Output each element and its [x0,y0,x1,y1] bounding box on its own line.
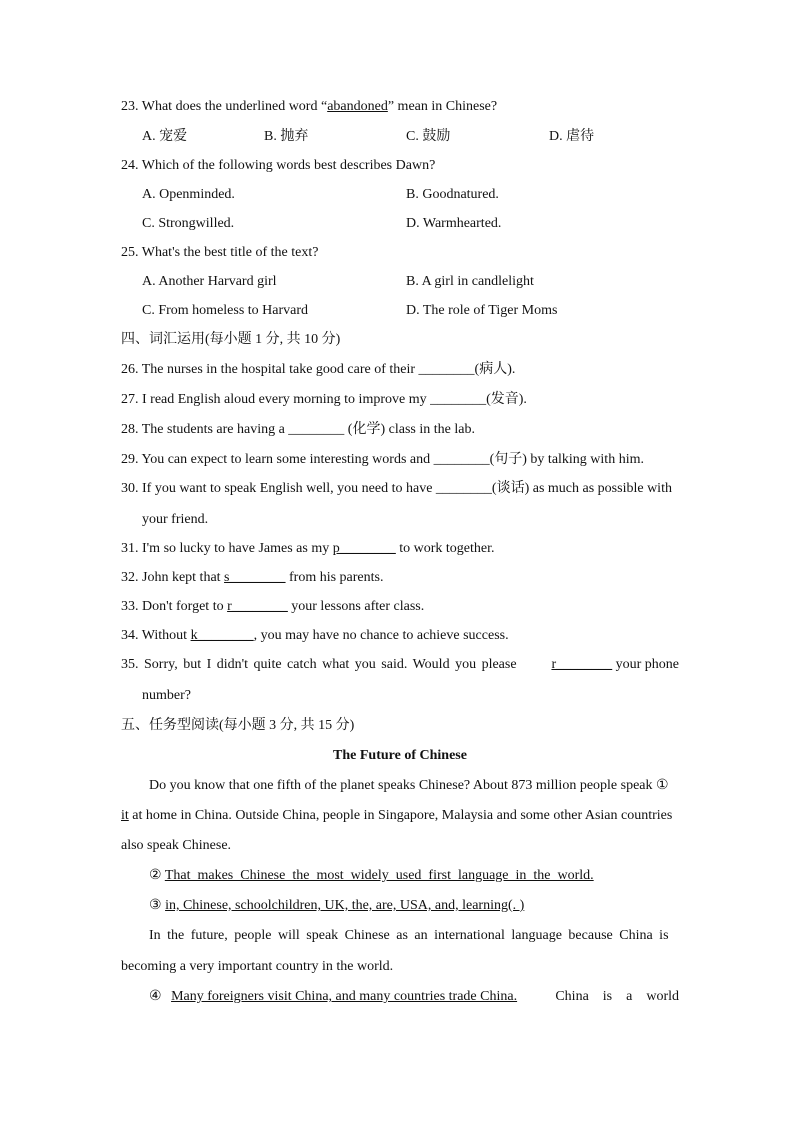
passage-p3-line2: becoming a very important country in the world. [121,959,394,974]
question-35: 35. Sorry, but I didn't quite catch what you said. Would you please r________ your phone [121,657,679,672]
passage-p3-line1: In the future, people will speak Chinese as an international language because China is [149,928,669,943]
option-24-c: C. Strongwilled. [142,216,235,231]
passage-p1-line1: Do you know that one fifth of the planet speaks Chinese? About 873 million people speak ① [149,778,669,793]
question-23-text: 23. What does the underlined word “ [121,99,328,114]
option-24-d: D. Warmhearted. [406,216,502,231]
underlined-word: abandoned [327,99,388,114]
blank-33: r________ [227,599,288,614]
option-23-d: D. 虐待 [549,129,595,144]
question-26: 26. The nurses in the hospital take good care of their ________(病人). [121,362,516,377]
option-24-b: B. Goodnatured. [406,187,499,202]
question-35-continued: number? [142,688,191,703]
circled-number-3: ③ [149,898,162,913]
section-5-heading: 五、任务型阅读(每小题 3 分, 共 15 分) [121,718,355,733]
question-31: 31. I'm so lucky to have James as my p________ to work together. [121,541,495,556]
underlined-sentence-3: in, Chinese, schoolchildren, UK, the, are, USA, and, learning(. ) [165,898,525,913]
option-25-a: A. Another Harvard girl [142,274,277,289]
question-33: 33. Don't forget to r________ your lessons after class. [121,599,425,614]
question-30: 30. If you want to speak English well, you need to have ________(谈话) as much as possible with [121,481,672,496]
blank-32: s________ [224,570,286,585]
question-29: 29. You can expect to learn some interesting words and ________(句子) by talking with him. [121,452,644,467]
blank-35: r________ [551,657,613,672]
blank-31: p________ [332,541,396,556]
option-25-c: C. From homeless to Harvard [142,303,309,318]
question-30-continued: your friend. [142,512,209,527]
passage-sentence-4: ④ Many foreigners visit China, and many countries trade China. China is a world [149,989,679,1004]
option-25-b: B. A girl in candlelight [406,274,534,289]
circled-number-2: ② [149,868,162,883]
passage-sentence-3 [149,896,679,916]
question-25: 25. What's the best title of the text? [121,245,319,260]
underlined-pronoun: it [121,808,129,823]
option-24-a: A. Openminded. [142,187,235,202]
option-23-c: C. 鼓励 [406,129,451,144]
question-24: 24. Which of the following words best describes Dawn? [121,158,436,173]
circled-number-4: ④ [149,989,162,1004]
passage-sentence-2 [149,866,679,886]
option-23-a: A. 宠爱 [142,129,188,144]
question-23-text-end: ” mean in Chinese? [387,99,498,114]
question-27: 27. I read English aloud every morning to improve my ________(发音). [121,392,527,407]
option-25-d: D. The role of Tiger Moms [406,303,558,318]
option-23-b: B. 抛弃 [264,129,309,144]
question-28: 28. The students are having a ________ (化学) class in the lab. [121,422,475,437]
passage-title: The Future of Chinese [333,748,467,763]
underlined-sentence-2: That makes Chinese the most widely used first language in the world. [164,868,594,883]
passage-p1-line2: it at home in China. Outside China, people in Singapore, Malaysia and some other Asian countries [121,808,673,823]
blank-34: k________ [190,628,254,643]
question-32: 32. John kept that s________ from his parents. [121,570,384,585]
passage-p1-line3: also speak Chinese. [121,838,232,853]
underlined-sentence-4: Many foreigners visit China, and many countries trade China. [171,989,518,1004]
question-34: 34. Without k________, you may have no chance to achieve success. [121,628,509,643]
section-4-heading: 四、词汇运用(每小题 1 分, 共 10 分) [121,332,341,347]
question-23 [121,97,679,117]
